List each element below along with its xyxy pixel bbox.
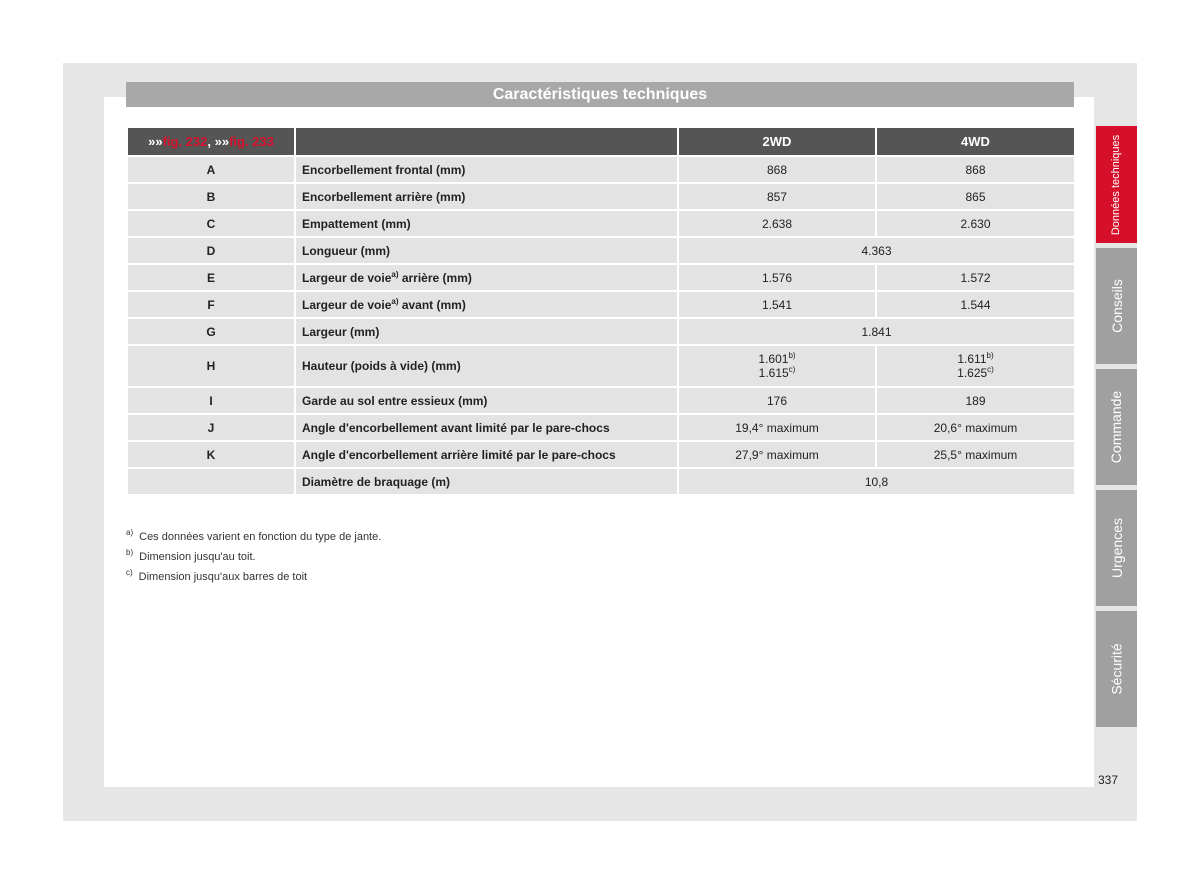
label-text: Largeur de voie — [302, 297, 392, 312]
table-row — [127, 210, 1075, 237]
tab-donnees-techniques[interactable] — [1096, 126, 1137, 243]
value-4wd: 2.630 — [876, 210, 1075, 237]
reference-arrows-icon: »» — [214, 134, 230, 149]
value-roof-bars: 1.615 — [758, 366, 789, 380]
row-letter: E — [127, 264, 295, 291]
footnote-ref: a) — [391, 269, 399, 279]
row-letter: J — [127, 414, 295, 441]
row-label: Largeur (mm) — [295, 318, 678, 345]
header-2wd: 2WD — [678, 127, 876, 156]
footnote-mark: c) — [126, 568, 133, 578]
footnote — [126, 530, 381, 550]
row-label — [295, 291, 678, 318]
footnote-text: Dimension jusqu'aux barres de toit — [138, 571, 308, 583]
header-4wd: 4WD — [876, 127, 1075, 156]
label-text: Largeur de voie — [302, 270, 392, 285]
value-2wd: 857 — [678, 183, 876, 210]
row-letter: I — [127, 387, 295, 414]
tab-label: Commande — [1108, 390, 1125, 464]
value-4wd: 865 — [876, 183, 1075, 210]
table-row — [127, 291, 1075, 318]
value-4wd: 868 — [876, 156, 1075, 183]
label-text: avant (mm) — [398, 297, 466, 312]
footnote — [126, 570, 381, 590]
row-letter: D — [127, 237, 295, 264]
figure-link-232[interactable]: fig. 232 — [162, 134, 208, 149]
value-4wd: 1.544 — [876, 291, 1075, 318]
value-4wd: 1.572 — [876, 264, 1075, 291]
tab-securite[interactable] — [1096, 611, 1137, 727]
row-letter: C — [127, 210, 295, 237]
row-letter: F — [127, 291, 295, 318]
table-row — [127, 441, 1075, 468]
row-label: Angle d'encorbellement avant limité par le pare-chocs — [295, 414, 678, 441]
footnote-mark: b) — [126, 548, 134, 558]
value-4wd — [876, 345, 1075, 387]
value-roof-bars: 1.625 — [957, 366, 988, 380]
page-number: 337 — [1098, 773, 1119, 787]
footnote-text: Ces données varient en fonction du type de jante. — [139, 531, 382, 543]
table-row — [127, 237, 1075, 264]
footnotes — [126, 530, 381, 590]
value-2wd: 27,9° maximum — [678, 441, 876, 468]
value-2wd: 868 — [678, 156, 876, 183]
value-roof: 1.611 — [957, 352, 987, 366]
footnote-mark: a) — [126, 528, 134, 538]
table-row — [127, 468, 1075, 495]
table-row — [127, 318, 1075, 345]
row-label: Garde au sol entre essieux (mm) — [295, 387, 678, 414]
label-text: arrière (mm) — [398, 270, 472, 285]
row-label: Angle d'encorbellement arrière limité par le pare-chocs — [295, 441, 678, 468]
section-title: Caractéristiques techniques — [126, 82, 1074, 107]
value-4wd: 25,5° maximum — [876, 441, 1075, 468]
value-2wd: 1.576 — [678, 264, 876, 291]
header-label-column — [295, 127, 678, 156]
spec-table — [126, 126, 1076, 496]
tab-label: Urgences — [1108, 518, 1125, 578]
footnote-ref: c) — [788, 365, 796, 374]
tab-label: Données techniques — [1110, 134, 1123, 235]
figure-reference — [127, 127, 295, 156]
tab-commande[interactable] — [1096, 369, 1137, 485]
row-letter — [127, 468, 295, 495]
reference-arrows-icon: »» — [148, 134, 163, 149]
row-label: Encorbellement frontal (mm) — [295, 156, 678, 183]
value-2wd: 19,4° maximum — [678, 414, 876, 441]
row-label: Longueur (mm) — [295, 237, 678, 264]
table-row — [127, 156, 1075, 183]
value-both: 1.841 — [678, 318, 1075, 345]
value-roof: 1.601 — [758, 352, 789, 366]
row-label: Encorbellement arrière (mm) — [295, 183, 678, 210]
row-letter: K — [127, 441, 295, 468]
row-letter: H — [127, 345, 295, 387]
value-2wd — [678, 345, 876, 387]
value-both: 10,8 — [678, 468, 1075, 495]
tab-urgences[interactable] — [1096, 490, 1137, 606]
row-letter: G — [127, 318, 295, 345]
row-label — [295, 264, 678, 291]
figure-link-233[interactable]: fig. 233 — [229, 134, 274, 149]
value-4wd: 20,6° maximum — [876, 414, 1075, 441]
tab-label: Conseils — [1108, 279, 1125, 333]
tab-label: Sécurité — [1108, 643, 1125, 695]
row-letter: B — [127, 183, 295, 210]
reference-separator: , — [207, 134, 215, 149]
value-2wd: 176 — [678, 387, 876, 414]
footnote — [126, 550, 381, 570]
row-label: Empattement (mm) — [295, 210, 678, 237]
tab-conseils[interactable] — [1096, 248, 1137, 364]
footnote-text: Dimension jusqu'au toit. — [139, 551, 256, 563]
table-row — [127, 387, 1075, 414]
table-row — [127, 264, 1075, 291]
value-2wd: 2.638 — [678, 210, 876, 237]
row-letter: A — [127, 156, 295, 183]
footnote-ref: a) — [391, 296, 399, 306]
value-2wd: 1.541 — [678, 291, 876, 318]
row-label: Hauteur (poids à vide) (mm) — [295, 345, 678, 387]
footnote-ref: b) — [986, 351, 994, 360]
row-label: Diamètre de braquage (m) — [295, 468, 678, 495]
footnote-ref: c) — [987, 365, 994, 374]
table-header-row — [127, 127, 1075, 156]
value-4wd: 189 — [876, 387, 1075, 414]
value-both: 4.363 — [678, 237, 1075, 264]
table-row — [127, 345, 1075, 387]
footnote-ref: b) — [788, 351, 796, 360]
table-row — [127, 183, 1075, 210]
table-row — [127, 414, 1075, 441]
